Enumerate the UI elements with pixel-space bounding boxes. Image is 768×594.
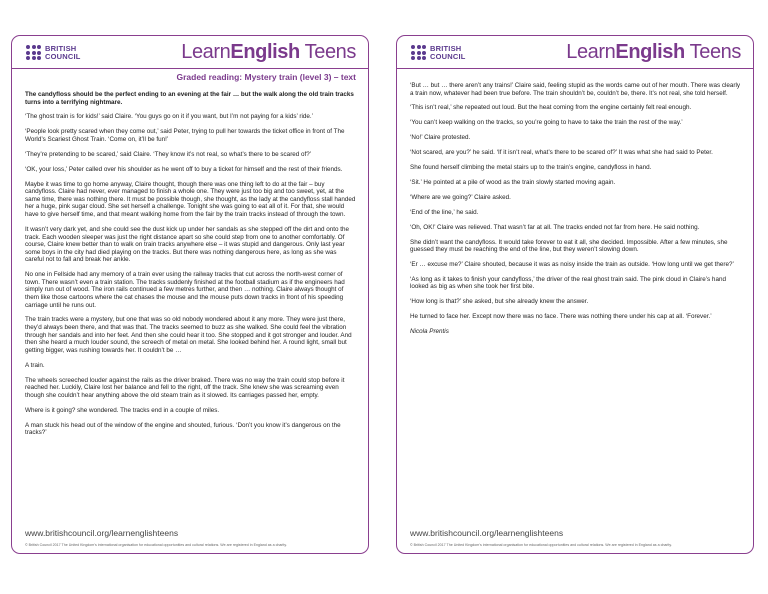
page-subtitle: Graded reading: Mystery train (level 3) – text [176, 72, 356, 82]
logo-line1: BRITISH [430, 44, 462, 53]
paragraph: ‘You can’t keep walking on the tracks, so you’re going to have to take the train the rest of the way.’ [410, 119, 683, 127]
logo-dots-icon [411, 45, 426, 60]
paragraph: Where is it going? she wondered. The tracks end in a couple of miles. [25, 406, 220, 414]
paragraph: She didn’t want the candyfloss. It would take forever to eat it all, she decided. Impossible. After a few minutes, she guessed they must be reaching the end of the line, but they weren’t slowing down. [410, 238, 728, 254]
paragraph: ‘The ghost train is for kids!’ said Claire. ‘You guys go on it if you want, but I’m not paying for a kids’ ride.’ [25, 113, 314, 121]
logo-dots-icon [26, 45, 41, 60]
brand-part1: Learn [181, 41, 231, 63]
paragraph: ‘Er … excuse me?’ Claire shouted, because it was as noisy inside the train as outside. ‘How long until we get there?’ [410, 260, 734, 268]
paragraph: ‘End of the line,’ he said. [410, 208, 479, 216]
paragraph: She found herself climbing the metal stairs up to the train’s engine, candyfloss in hand. [410, 164, 652, 172]
paragraph: ‘As long as it takes to finish your candyfloss,’ the driver of the real ghost train said. The pink cloud in Claire’s hand looked as big as when she took her first bite. [410, 275, 726, 291]
paragraph: ‘Sit.’ He pointed at a pile of wood as the train slowly started moving again. [410, 178, 616, 186]
paragraph: ‘OK, your loss,’ Peter called over his shoulder as he went off to buy a ticket for himself and the rest of their friends. [25, 165, 343, 173]
paragraph: ‘Oh, OK!’ Claire was relieved. That wasn’t far at all. The tracks ended not far from here. He said nothing. [410, 223, 700, 231]
learnenglish-teens-brand [566, 41, 741, 64]
paragraph: The wheels screeched louder against the rails as the driver braked. There was no way the train could stop before it reached her. Luckily, Claire lost her balance and fell to the right, off the track. She knew she was screaming even though she couldn’t hear anything above the old steam train as it slowed. Its carriages passed her, empty. [25, 376, 345, 399]
footer-copyright: © British Council 2017 The United Kingdom’s international organisation for educational opportunities and cultural relations. We are registered in England as a charity. [25, 543, 287, 547]
brand-part3: Teens [299, 41, 356, 63]
brand-part2: English [615, 41, 685, 63]
header-divider [12, 68, 368, 69]
logo-line2: COUNCIL [45, 51, 81, 61]
british-council-logo [26, 45, 81, 60]
paragraph: ‘But … but … there aren’t any trains!’ Claire said, feeling stupid as the words came out of her mouth. There was clearly a train now, whatever had been true before. The train shouldn’t be, couldn’t be, there. It’s not real, she told herself. [410, 82, 741, 97]
page-right [396, 35, 754, 554]
paragraph: ‘They’re pretending to be scared,’ said Claire. ‘They know it’s not real, so what’s there to be scared of?’ [25, 150, 312, 158]
story-text-right [410, 82, 741, 343]
logo-line2: COUNCIL [430, 51, 466, 61]
paragraph: ‘No!’ Claire protested. [410, 134, 471, 142]
paragraph: A train. [25, 361, 45, 369]
paragraph: ‘This isn’t real,’ she repeated out loud. But the heat coming from the engine certainly felt real enough. [410, 104, 692, 112]
paragraph: ‘People look pretty scared when they come out,’ said Peter, trying to pull her towards the ticket office in front of The World’s Scariest Ghost Train. ‘Come on, it’ll be fun!’ [25, 128, 345, 143]
footer-url-link[interactable]: www.britishcouncil.org/learnenglishteens [25, 528, 179, 538]
paragraph: A man stuck his head out of the window of the engine and shouted, furious. ‘Don’t you know it’s dangerous on the tracks?’ [25, 421, 341, 437]
learnenglish-teens-brand [181, 41, 356, 64]
british-council-logo [411, 45, 466, 60]
paragraph: ‘Where are we going?’ Claire asked. [410, 193, 511, 201]
paragraph: He turned to face her. Except now there was no face. There was nothing there under his cap at all. ‘Forever.’ [410, 313, 712, 321]
intro-paragraph: The candyfloss should be the perfect ending to an evening at the fair … but the walk along the old train tracks turns into a terrifying nightmare. [25, 91, 354, 106]
paragraph: No one in Fellside had any memory of a train ever using the railway tracks that cut across the north-west corner of town. There wasn’t even a train station. The tracks suddenly finished at the football stadium as if the engineers had simply run out of wood. The iron rails continued a few metres further, and then … nothing. Claire always thought of them like those cartoons where the cat chases the mouse and the mouse puts down tracks in front of his speeding carriage until he runs out. [25, 271, 345, 309]
paragraph: ‘Not scared, are you?’ he said. ‘If it isn’t real, what’s there to be scared of?’ It was what she had said to Peter. [410, 149, 713, 157]
paragraph: It wasn’t very dark yet, and she could see the dust kick up under her sandals as she stepped off the dirt and onto the track. Each wooden sleeper was just the right distance apart so she could step from one to another comfortably. Of course, Claire knew better than to walk on train tracks anywhere else – it was stupid and dangerous. Only last year some boys in the city had died playing on the tracks. But there was nothing dangerous here, as long as she was careful not to fall and break her ankle. [25, 225, 350, 264]
author-name: Nicola Prentis [410, 328, 449, 336]
brand-part1: Learn [566, 41, 616, 63]
story-text-left [25, 91, 356, 444]
brand-part3: Teens [684, 41, 741, 63]
paragraph: The train tracks were a mystery, but one that was so old nobody wondered about it any more. They were just there, they’d always been there, and that was that. The tracks seemed to buzz as she walked. She could feel the vibration through her sandals and into her feet. And then she could hear it too. She stopped and it got stronger and louder. And then she heard a much louder sound, the screech of metal on metal. She looked behind her. A round light, small but getting bigger, was rushing towards her. It couldn’t be … [25, 316, 352, 354]
page-left [11, 35, 369, 554]
paragraph: Maybe it was time to go home anyway, Claire thought, though there was one thing left to do at the fair – buy candyfloss. Claire had never, ever managed to finish a whole one. They were just too big and too sweet, yet, at the same time, there was nothing there. It must be possible though, she thought, as the lady at the candyfloss stall handed her a huge, pink sugar cloud. She set herself a challenge. Tonight she was going to eat all of it. For that, she would have to give herself time, and that meant walking home from the fair by the train tracks instead of through the town. [25, 180, 356, 219]
brand-part2: English [230, 41, 300, 63]
footer-copyright: © British Council 2017 The United Kingdom’s international organisation for educational opportunities and cultural relations. We are registered in England as a charity. [410, 543, 672, 547]
header-divider [397, 68, 753, 69]
footer-url-link[interactable]: www.britishcouncil.org/learnenglishteens [410, 528, 564, 538]
paragraph: ‘How long is that?’ she asked, but she already knew the answer. [410, 298, 589, 306]
logo-line1: BRITISH [45, 44, 77, 53]
